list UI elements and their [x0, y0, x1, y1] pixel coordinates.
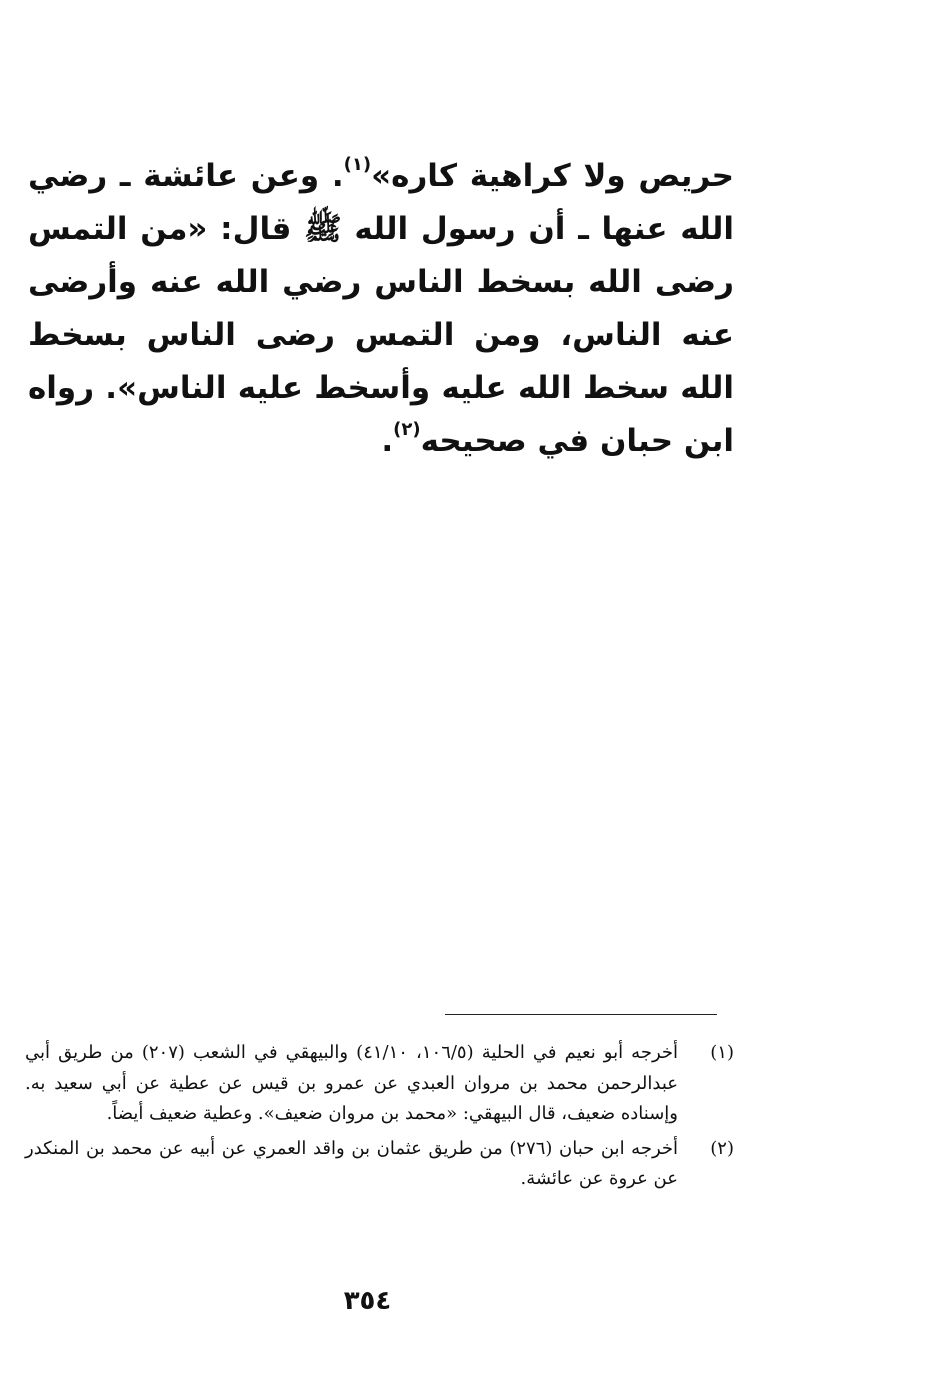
- footnote-2: [25, 1134, 734, 1195]
- footnote-2-number: (٢): [710, 1137, 734, 1159]
- footnote-2-text: أخرجه ابن حبان (٢٧٦) من طريق عثمان بن واقد العمري عن أبيه عن محمد بن المنكدر عن عروة عن عائشة.: [25, 1137, 678, 1189]
- footnote-2-marker[interactable]: (٢): [393, 418, 421, 440]
- text-before-footnote-1: حريص ولا كراهية كاره»: [371, 158, 734, 194]
- footnote-1: [25, 1038, 734, 1130]
- footnote-divider: [445, 1014, 717, 1015]
- main-text: [28, 150, 734, 468]
- main-paragraph: [28, 150, 734, 468]
- text-end: .: [381, 423, 394, 459]
- footnote-1-text: أخرجه أبو نعيم في الحلية (١٠٦/٥، ٤١/١٠) والبيهقي في الشعب (٢٠٧) من طريق أبي عبدالرحمن محمد بن مروان العبدي عن عمرو بن قيس عن عطية عن أبي سعيد به. وإسناده ضعيف، قال البيهقي: «محمد بن مروان ضعيف». وعطية ضعيف أيضاً.: [25, 1042, 679, 1124]
- text-after-footnote-1: . وعن عائشة ـ رضي الله عنها ـ أن رسول الله ﷺ قال: «من التمس رضى الله بسخط الناس رضي الله عنه وأرضى عنه الناس، ومن التمس رضى الناس بسخط الله سخط الله عليه وأسخط عليه الناس». رواه ابن حبان في صحيحه: [28, 158, 734, 459]
- footnote-1-marker[interactable]: (١): [343, 153, 372, 175]
- page-number: ٣٥٤: [343, 1286, 392, 1316]
- footnotes: [25, 1038, 734, 1199]
- footnote-1-number: (١): [710, 1042, 734, 1063]
